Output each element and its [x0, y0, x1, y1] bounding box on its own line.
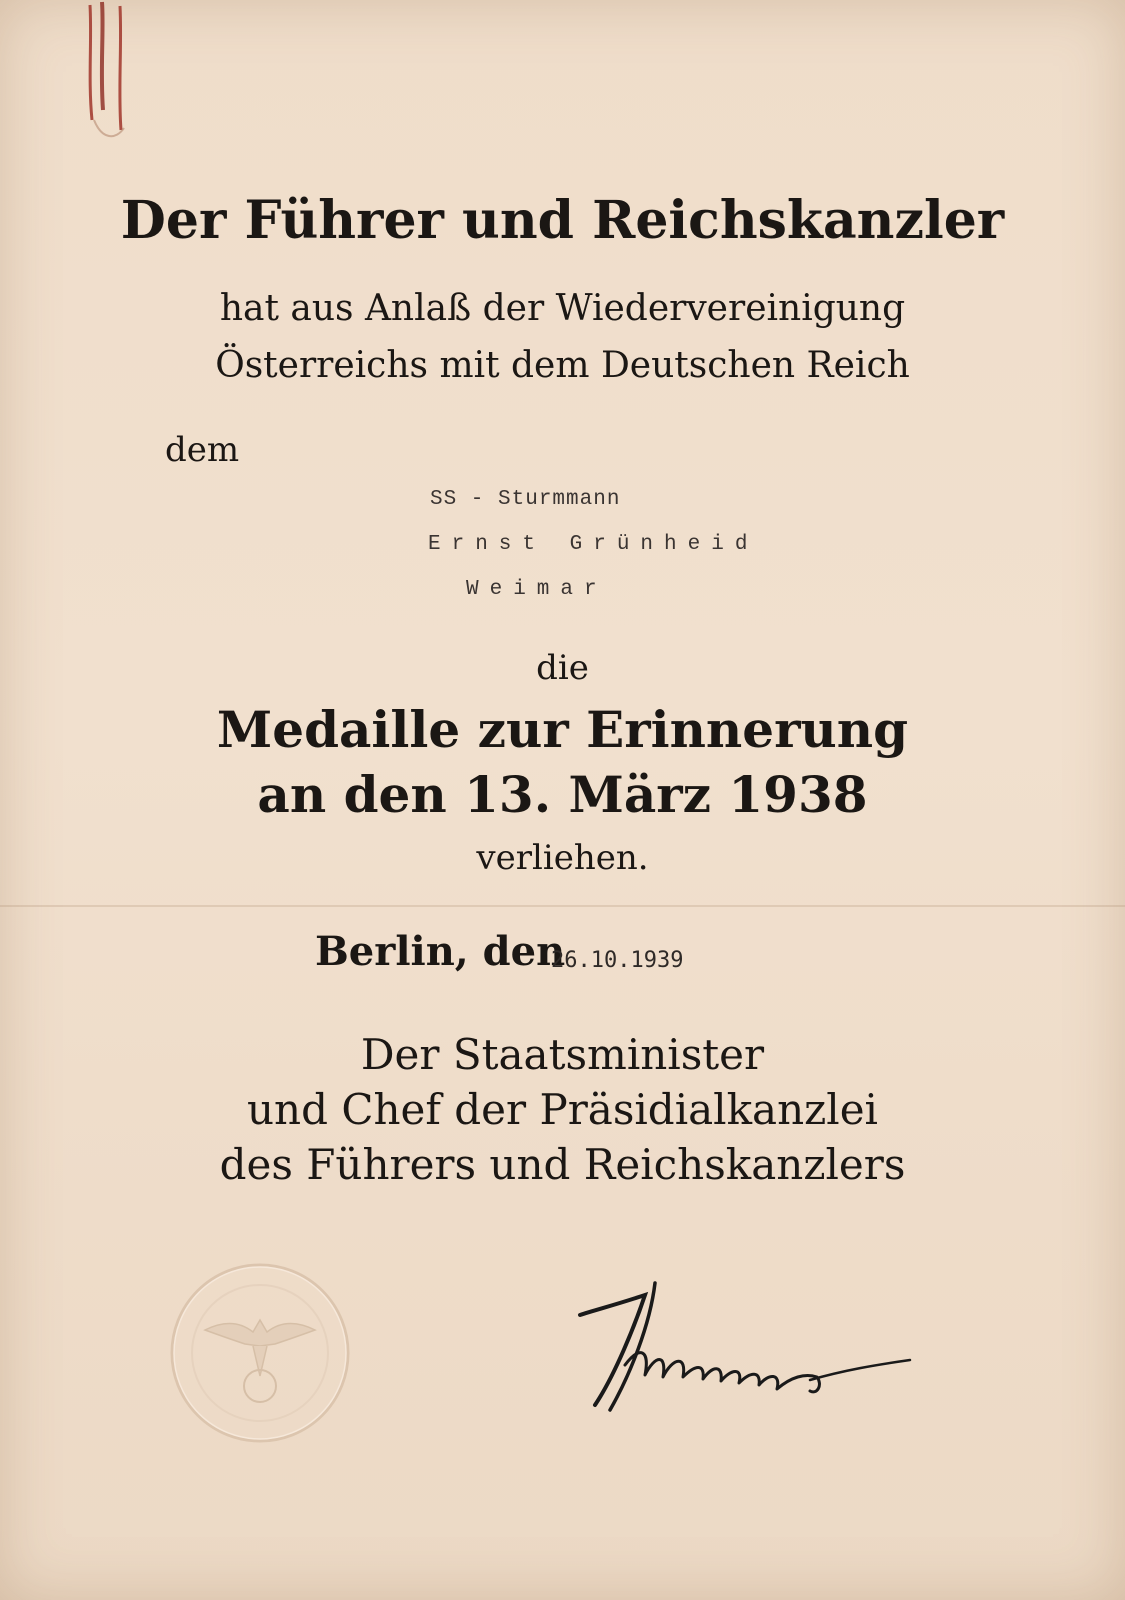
- award-title-line-1: Medaille zur Erinnerung: [216, 700, 909, 759]
- issue-date: 26.10.1939: [551, 948, 684, 973]
- rust-staple-mark: [80, 0, 135, 145]
- occasion-line-1: hat aus Anlaß der Wiedervereinigung: [219, 288, 906, 329]
- occasion-line-2: Österreichs mit dem Deutschen Reich: [215, 345, 910, 386]
- handwritten-signature: [555, 1265, 925, 1425]
- place-label: Berlin, den: [315, 928, 566, 975]
- award-verb: verliehen.: [476, 838, 649, 878]
- recipient-rank: SS - Sturmmann: [430, 488, 621, 511]
- recipient-intro: dem: [165, 430, 240, 470]
- recipient-name: Ernst Grünheid: [428, 533, 759, 556]
- signatory-title-line-1: Der Staatsminister: [360, 1030, 765, 1079]
- paper-fold-line: [0, 905, 1125, 907]
- embossed-seal-icon: [165, 1258, 355, 1448]
- award-article: die: [536, 648, 589, 688]
- award-title-line-2: an den 13. März 1938: [257, 765, 868, 824]
- certificate-heading: Der Führer und Reichskanzler: [120, 190, 1005, 251]
- signatory-title-line-3: des Führers und Reichskanzlers: [219, 1140, 906, 1189]
- recipient-city: Weimar: [466, 578, 608, 601]
- signatory-title-line-2: und Chef der Präsidialkanzlei: [247, 1085, 878, 1134]
